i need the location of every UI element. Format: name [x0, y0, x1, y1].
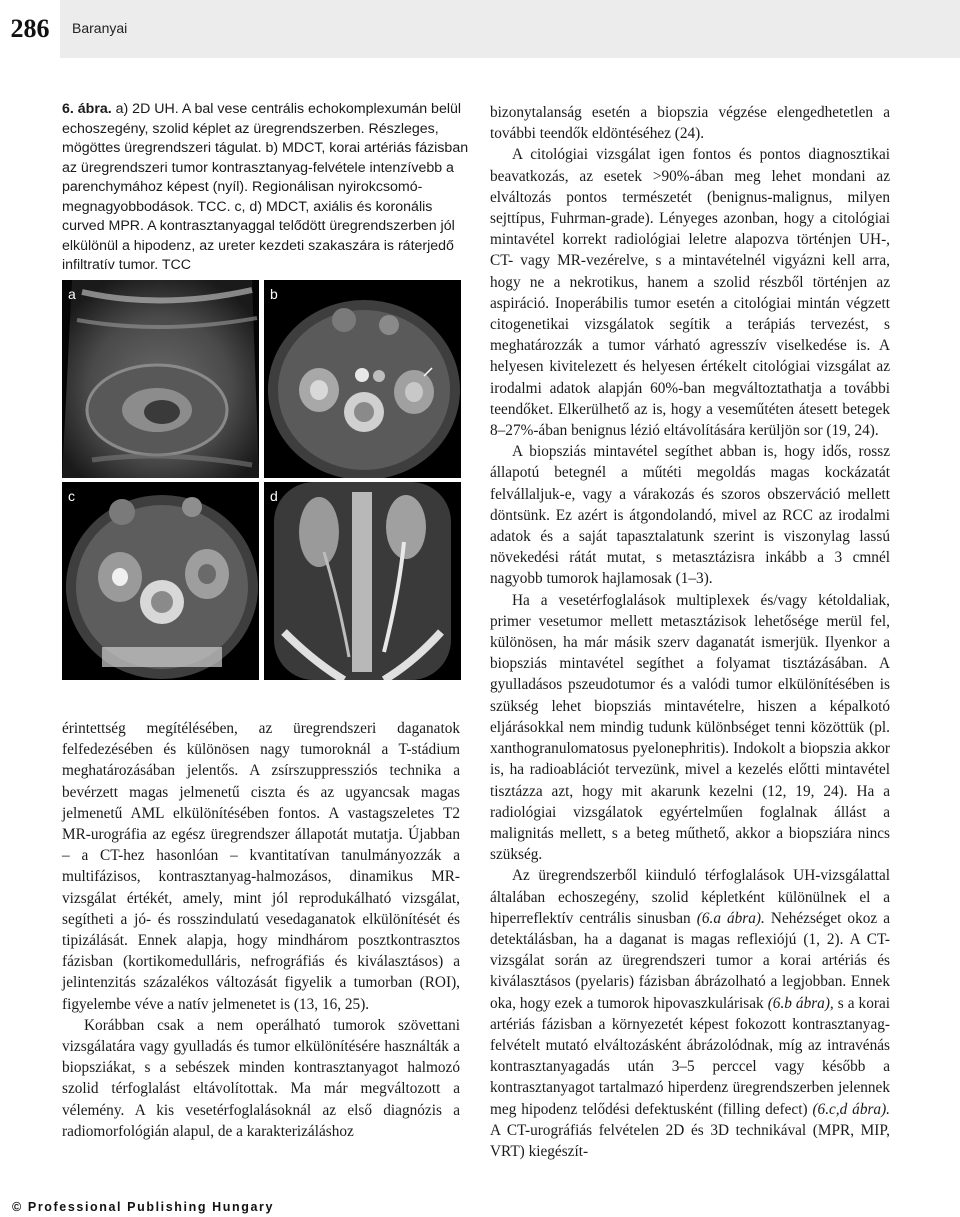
p5-part-c: s a korai artériás fázisban a környezetét képest fokozott kontrasztanyag-felvételt mutató elváltozásként ábrázolódnak, míg az intravénás kontrasztanyagadás után 3–5 perccel vagy később a kontrasztanyagot tartalmazó hiperdenz üregrendszerben jelennek meg hipodenz telődési defektusként (filling defect)	[490, 994, 890, 1118]
p5-part-b: Nehézséget okoz a detektálásban, ha a daganat is magas reflexiójú (1, 2). A CT-vizsgálat során az üregrendszeri tumor a korai artériás és kiválasztásos (pyelaris) fázisban ábrázolható a legjobban. Ennek oka, hogy ezek a tumorok hipovaszkulárisak	[490, 909, 891, 1012]
ct-coronal-image	[264, 482, 461, 680]
left-paragraph-2: Korábban csak a nem operálható tumorok szövettani vizsgálatára vagy gyulladás és tumor elkülönítésére használták a biopsziákat, s a sebészek minden kontrasztanyagot halmozó szolid térfoglalást eltávolítottak. Ma már megváltozott a vélemény. A kis vesetérfoglalásoknál az első diagnózis a radiomorfológián alapul, de a karakterizáláshoz	[62, 1016, 460, 1140]
p5-part-a: Az üregrendszerből kiinduló térfoglalások UH-vizsgálattal általában echoszegény, szolid képletként különülnek el a hiperreflektív centrális sinusban	[490, 867, 890, 927]
figure-6	[62, 280, 461, 680]
running-head-author: Baranyai	[72, 20, 128, 36]
caption-text: a) 2D UH. A bal vese centrális echokomplexumán belül echoszegény, szolid képlet az üregrendszerben. Részleges, mögöttes üregrendszeri tágulat. b) MDCT, korai artériás fázisban az üregrendszeri tumor kontrasztanyag-felvétele intenzívebb a parenchymához képest (nyíl). Regionálisan nyirokcsomó-megnagyobbodások. TCC. c, d) MDCT, axiális és koronális curved MPR. A kontrasztanyaggal telődött üregrendszerben jól elkülönül a hipodenz, az ureter kezdeti szakaszára is ráterjedő infiltratív tumor. TCC	[62, 101, 469, 273]
page-number: 286	[0, 0, 60, 58]
figure-ref-6a: (6.a ábra).	[696, 909, 765, 927]
panel-label-d: d	[270, 488, 278, 504]
right-paragraph-4: Ha a vesetérfoglalások multiplexek és/vagy kétoldaliak, primer vesetumor mellett metasztázisok lehetősége merül fel, különösen, ha már másik szerv daganatát ismerjük. Ilyenkor a biopsziás mintavétel segíthet a folyamat tisztázásában. A gyulladásos pszeudotumor és a valódi tumor elkülönítésében is szükség lehet biopsziás mintavételre, hiszen a képalkotó eljárásokkal nem mindig tudunk különbséget tenni közöttük (pl. xanthogranulomatosus pyelonephritis). Indokolt a biopszia akkor is, ha radioablációt tervezünk, mivel a kezelés előtti mintavétel tisztázza azt, hogy mit akarunk kezelni (12, 19, 24). Ha a radiológiai vizsgálatok egyértelműen foglalnak állást a malignitás mellett, s a beteg műthető, akkor a biopsziára nincs szükség.	[490, 591, 890, 864]
figure-ref-6b: (6.b ábra),	[767, 994, 834, 1012]
left-column	[62, 718, 460, 1142]
right-paragraph-1: bizonytalanság esetén a biopszia végzése elengedhetetlen a további teendők eldöntéséhez (24).	[490, 104, 890, 143]
right-paragraph-3: A biopsziás mintavétel segíthet abban is, hogy idős, rossz állapotú betegnél a műtéti megoldás magas kockázatát felvállaljuk-e, vagy a várakozás és szoros obszerváció mellett döntsünk. Ez azért is átgondolandó, mivel az RCC az irodalmi adatok és a saját tapasztalatunk szerint is viszonylag lassú növekedési rátát mutat, s metasztázisra inkább a 3 cmnél nagyobb tumorok hajlamosak (1–3).	[490, 443, 890, 588]
right-paragraph-5	[490, 865, 890, 1162]
right-paragraph-2: A citológiai vizsgálat igen fontos és pontos diagnosztikai beavatkozás, az esetek >90%-ában meg lehet mondani az elváltozás pontos természetét (benignus-malignus, milyen sejttípus, Fuhrman-grade). Lényeges azonban, hogy a citológiai mintavétel korrekt radiológiai leletre alapozva történjen UH-, CT- vagy MR-vezérelve, s a mintavételnél vigyázni kell arra, hogy ne a nekrotikus, hanem a szolid részből történjen az aspiráció. Inoperábilis tumor esetén a citológiai mintán végzett citogenetikai vizsgálatok segítik a terápiás tervezést, s meghatározzák a tumor várható agresszív viselkedése is. A helyesen kivitelezett és helyesen értékelt citológiai vizsgálat az irodalmi adatok alapján 60%-ban megváltoztathatja a további teendőket. Elkerülhető az is, hogy a veseműtéten átesett betegek 8–27%-ában benignus lézió eltávolítására kerüljön sor (19, 24).	[490, 146, 890, 440]
ultrasound-image	[62, 280, 259, 478]
panel-label-c: c	[68, 488, 75, 504]
panel-d-ct-coronal	[264, 482, 461, 680]
p5-part-d: A CT-urográfiás felvételen 2D és 3D technikával (MPR, MIP, VRT) kiegészít-	[490, 1121, 890, 1160]
page-header	[0, 0, 960, 58]
right-column	[490, 102, 890, 1162]
panel-b-ct-axial	[264, 280, 461, 478]
panel-label-b: b	[270, 286, 278, 302]
caption-label: 6. ábra.	[62, 101, 112, 117]
ct-axial-image	[264, 280, 461, 478]
figure-caption	[62, 100, 472, 276]
left-paragraph-1: érintettség megítélésében, az üregrendszeri daganatok felfedezésében és különösen nagy tumoroknál a T-stádium meghatározásában jelentős. A zsírszuppressziós technika a bevérzett magas jelmenetű ciszta és az ugyancsak magas jelmenetű AML elkülönítésében fontos. A vastagszeletes T2 MR-urográfia az egész üregrendszer állapotát mutatja. Újabban – a CT-hez hasonlóan – kvantitatívan tanulmányozzák a multifázisos, kontrasztanyag-halmozásos, dinamikus MR-vizsgálat értékét, amely, mint jól reprodukálható vizsgálat, segítheti a jó- és rosszindulatú vesedaganatok elkülönítését és tipizálását. Ennek alapja, hogy mindhárom posztkontrasztos fázisban (kortikomedulláris, nefrográfiás és kiválasztásos) a jelintenzitás százalékos változását figyelik a tumorban (ROI), figyelembe véve a natív jelmenetet is (13, 16, 25).	[62, 720, 460, 1013]
panel-label-a: a	[68, 286, 76, 302]
copyright-footer: © Professional Publishing Hungary	[12, 1200, 275, 1214]
panel-c-ct-axial-excretory	[62, 482, 259, 680]
panel-a-ultrasound	[62, 280, 259, 478]
figure-ref-6cd: (6.c,d ábra).	[812, 1100, 890, 1118]
ct-axial-excretory-image	[62, 482, 259, 680]
